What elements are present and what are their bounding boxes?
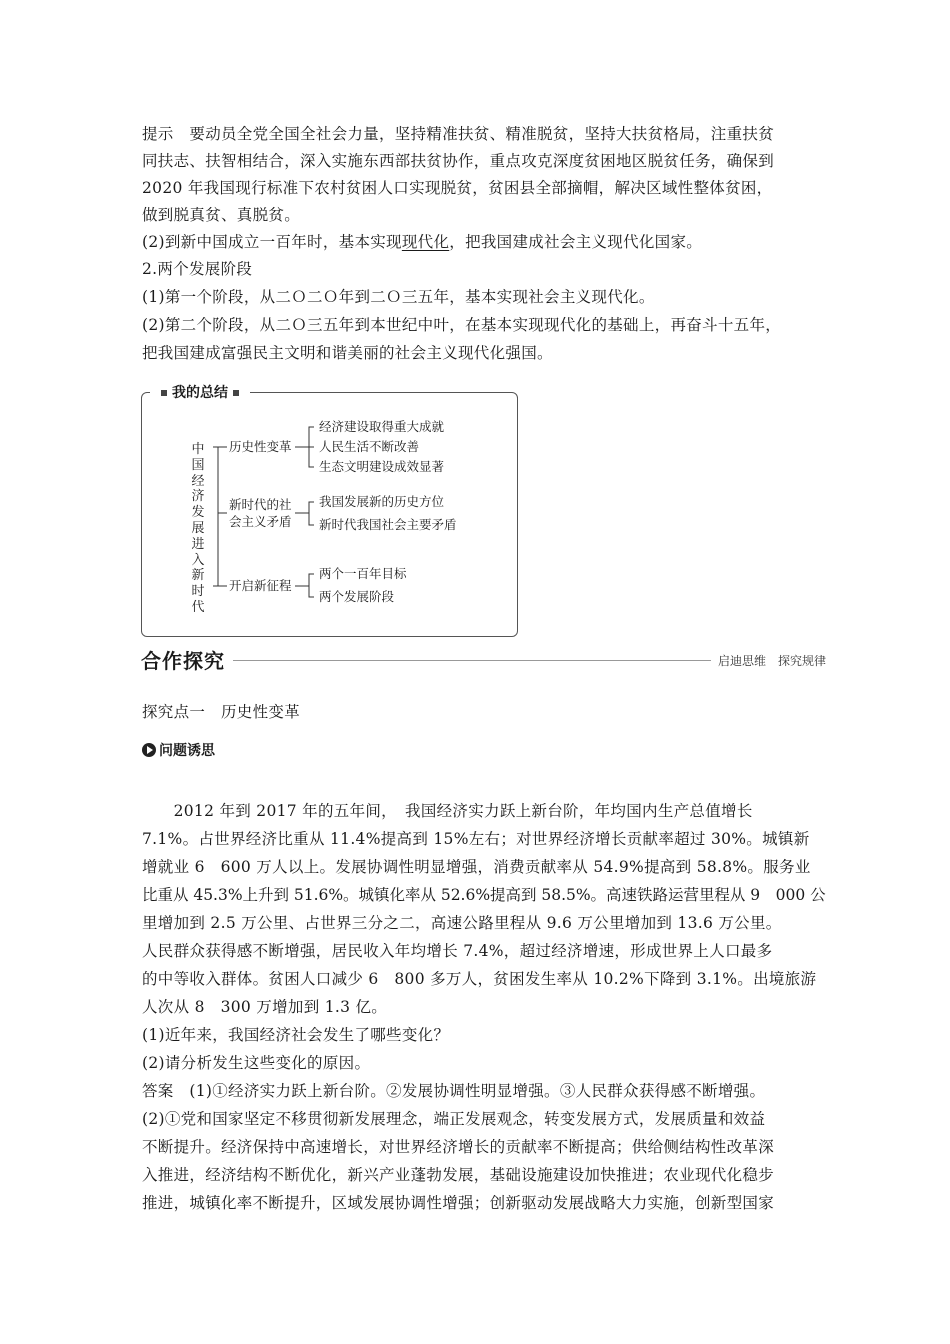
branch-3-label: 开启新征程 — [229, 578, 292, 593]
intro-line: 同扶志、扶智相结合，深入实施东西部扶贫协作，重点攻克深度贫困地区脱贫任务，确保到 — [142, 152, 775, 170]
goal-2-after: ，把我国建成社会主义现代化国家。 — [449, 233, 703, 251]
answer-line: 推进，城镇化率不断提升，区域发展协调性增强；创新驱动发展战略大力实施，创新型国家 — [142, 1194, 775, 1212]
intro-line: 2020 年我国现行标准下农村贫困人口实现脱贫，贫困县全部摘帽，解决区域性整体贫困， — [142, 179, 773, 197]
branch-1-label: 历史性变革 — [229, 439, 292, 454]
branch-1-item: 人民生活不断改善 — [319, 439, 420, 454]
answer-line: 答案 (1)①经济实力跃上新台阶。②发展协调性明显增强。③人民群众获得感不断增强。 — [142, 1082, 766, 1100]
branch-2-label-line: 新时代的社 — [229, 497, 292, 512]
play-circle-icon — [142, 743, 156, 757]
square-bullet-icon — [233, 390, 239, 396]
stage-1: (1)第一个阶段，从二Ｏ二Ｏ年到二Ｏ三五年，基本实现社会主义现代化。 — [142, 288, 655, 306]
summary-root: 中国经济发展进入新时代 — [191, 442, 205, 615]
passage-line: 增就业 6 600 万人以上。发展协调性明显增强，消费贡献率从 54.9%提高到 58.8%。服务业 — [142, 858, 811, 876]
point-title: 探究点一 历史性变革 — [142, 703, 301, 721]
branch-2-item: 新时代我国社会主要矛盾 — [319, 517, 457, 532]
goal-2-line — [142, 232, 702, 252]
passage-line: 人民群众获得感不断增强，居民收入年均增长 7.4%，超过经济增速，形成世界上人口最多 — [142, 942, 773, 960]
branch-1-item: 经济建设取得重大成就 — [319, 419, 445, 434]
goal-2-before: (2)到新中国成立一百年时，基本实现 — [142, 233, 402, 251]
passage-line: 里增加到 2.5 万公里、占世界三分之二，高速公路里程从 9.6 万公里增加到 13.6 万公里。 — [142, 914, 782, 932]
branch-2-label-line: 会主义矛盾 — [229, 514, 292, 529]
stage-2-line: (2)第二个阶段，从二Ｏ三五年到本世纪中叶，在基本实现现代化的基础上，再奋斗十五年， — [142, 316, 782, 334]
stage-2-line: 把我国建成富强民主文明和谐美丽的社会主义现代化强国。 — [142, 344, 553, 362]
question-heading: 问题诱思 — [142, 741, 215, 761]
answer-line: 不断提升。经济保持中高速增长，对世界经济增长的贡献率不断提高；供给侧结构性改革深 — [142, 1138, 775, 1156]
section-divider — [233, 660, 711, 661]
passage-line: 7.1%。占世界经济比重从 11.4%提高到 15%左右；对世界经济增长贡献率超过 30%。城镇新 — [142, 830, 810, 848]
answer-line: 入推进，经济结构不断优化，新兴产业蓬勃发展，基础设施建设加快推进；农业现代化稳步 — [142, 1166, 775, 1184]
stages-heading: 2.两个发展阶段 — [142, 260, 253, 278]
intro-line: 做到脱真贫、真脱贫。 — [142, 206, 301, 224]
passage-line: 比重从 45.3%上升到 51.6%。城镇化率从 52.6%提高到 58.5%。高速铁路运营里程从 9 000 公 — [142, 886, 826, 904]
summary-title: 我的总结 — [150, 383, 250, 403]
branch-3-item: 两个一百年目标 — [319, 566, 407, 581]
branch-3-item: 两个发展阶段 — [319, 589, 395, 604]
passage-line: 的中等收入群体。贫困人口减少 6 800 多万人，贫困发生率从 10.2%下降到 3.1%。出境旅游 — [142, 970, 817, 988]
branch-2-item: 我国发展新的历史方位 — [319, 494, 445, 509]
question-1: (1)近年来，我国经济社会发生了哪些变化？ — [142, 1026, 450, 1044]
intro-line: 提示 要动员全党全国全社会力量，坚持精准扶贫、精准脱贫，坚持大扶贫格局，注重扶贫 — [142, 125, 775, 143]
section-subtitle: 启迪思维 探究规律 — [718, 654, 827, 668]
passage-line: 2012 年到 2017 年的五年间， 我国经济实力跃上新台阶，年均国内生产总值增长 — [142, 802, 753, 820]
square-bullet-icon — [161, 390, 167, 396]
passage-line: 人次从 8 300 万增加到 1.3 亿。 — [142, 998, 388, 1016]
goal-2-underlined: 现代化 — [401, 233, 450, 251]
section-title: 合作探究 — [141, 649, 225, 673]
branch-1-item: 生态文明建设成效显著 — [319, 459, 445, 474]
answer-line: (2)①党和国家坚定不移贯彻新发展理念，端正发展观念，转变发展方式，发展质量和效益 — [142, 1110, 766, 1128]
question-2: (2)请分析发生这些变化的原因。 — [142, 1054, 371, 1072]
